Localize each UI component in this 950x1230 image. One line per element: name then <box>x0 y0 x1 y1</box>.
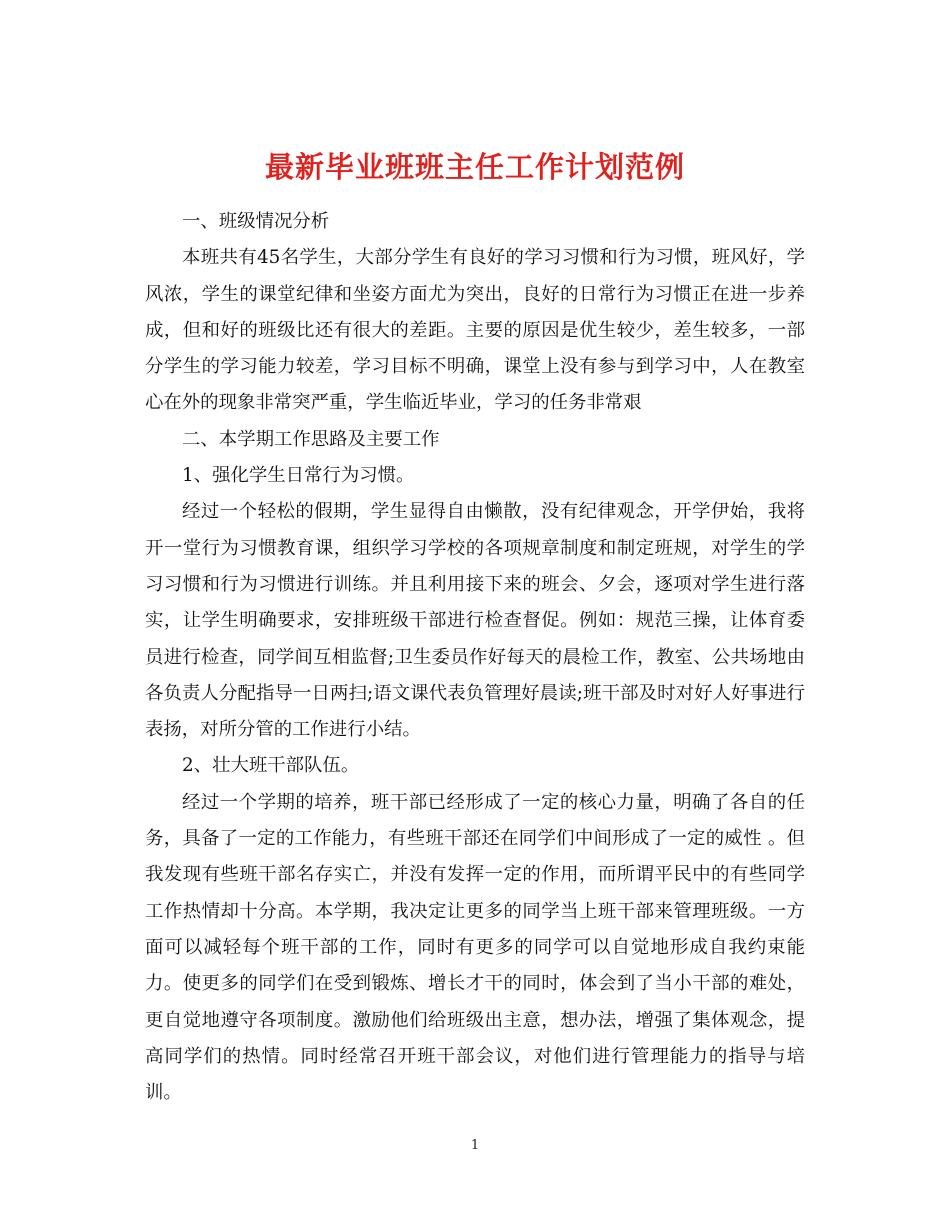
paragraph-class-cadres: 经过一个学期的培养，班干部已经形成了一定的核心力量，明确了各自的任务，具备了一定的工作能力，有些班干部还在同学们中间形成了一定的威性 。但我发现有些班干部名存实亡，并没有发挥一定的作用，而所谓平民中的有些同学工作热情却十分高。本学期，我决定让更多的同学当上班干部来管理班级。一方面可以减轻每个班干部的工作，同时有更多的同学可以自觉地形成自我约束能力。使更多的同学们在受到锻炼、增长才干的同时，体会到了当小干部的难处，更自觉地遵守各项制度。激励他们给班级出主意，想办法，增强了集体观念，提高同学们的热情。同时经常召开班干部会议，对他们进行管理能力的指导与培训。 <box>145 791 805 1104</box>
document-title: 最新毕业班班主任工作计划范例 <box>264 150 685 185</box>
section-heading-class-analysis: 一、班级情况分析 <box>182 211 330 232</box>
paragraph-daily-habits: 经过一个轻松的假期，学生显得自由懒散，没有纪律观念，开学伊始，我将开一堂行为习惯教育课，组织学习学校的各项规章制度和制定班规，对学生的学习习惯和行为习惯进行训练。并且利用接下来的班会、夕会，逐项对学生进行落实，让学生明确要求，安排班级干部进行检查督促。例如：规范三操，让体育委员进行检查，同学间互相监督;卫生委员作好每天的晨检工作，教室、公共场地由各负责人分配指导一日两扫;语文课代表负管理好晨读;班干部及时对好人好事进行表扬，对所分管的工作进行小结。 <box>145 501 805 741</box>
section-heading-work-plan: 二、本学期工作思路及主要工作 <box>182 428 440 450</box>
paragraph-class-analysis: 本班共有45名学生，大部分学生有良好的学习习惯和行为习惯，班风好，学风浓，学生的课堂纪律和坐姿方面尤为突出，良好的日常行为习惯正在进一步养成，但和好的班级比还有很大的差距。主要的原因是优生较少，差生较多，一部分学生的学习能力较差，学习目标不明确，课堂上没有参与到学习中，人在教室心在外的现象非常突严重，学生临近毕业，学习的任务非常艰 <box>145 247 805 414</box>
document-body <box>145 204 805 1111</box>
subheading-class-cadres: 2、壮大班干部队伍。 <box>182 755 360 777</box>
page-number: 1 <box>470 1138 480 1153</box>
subheading-daily-habits: 1、强化学生日常行为习惯。 <box>182 465 415 487</box>
